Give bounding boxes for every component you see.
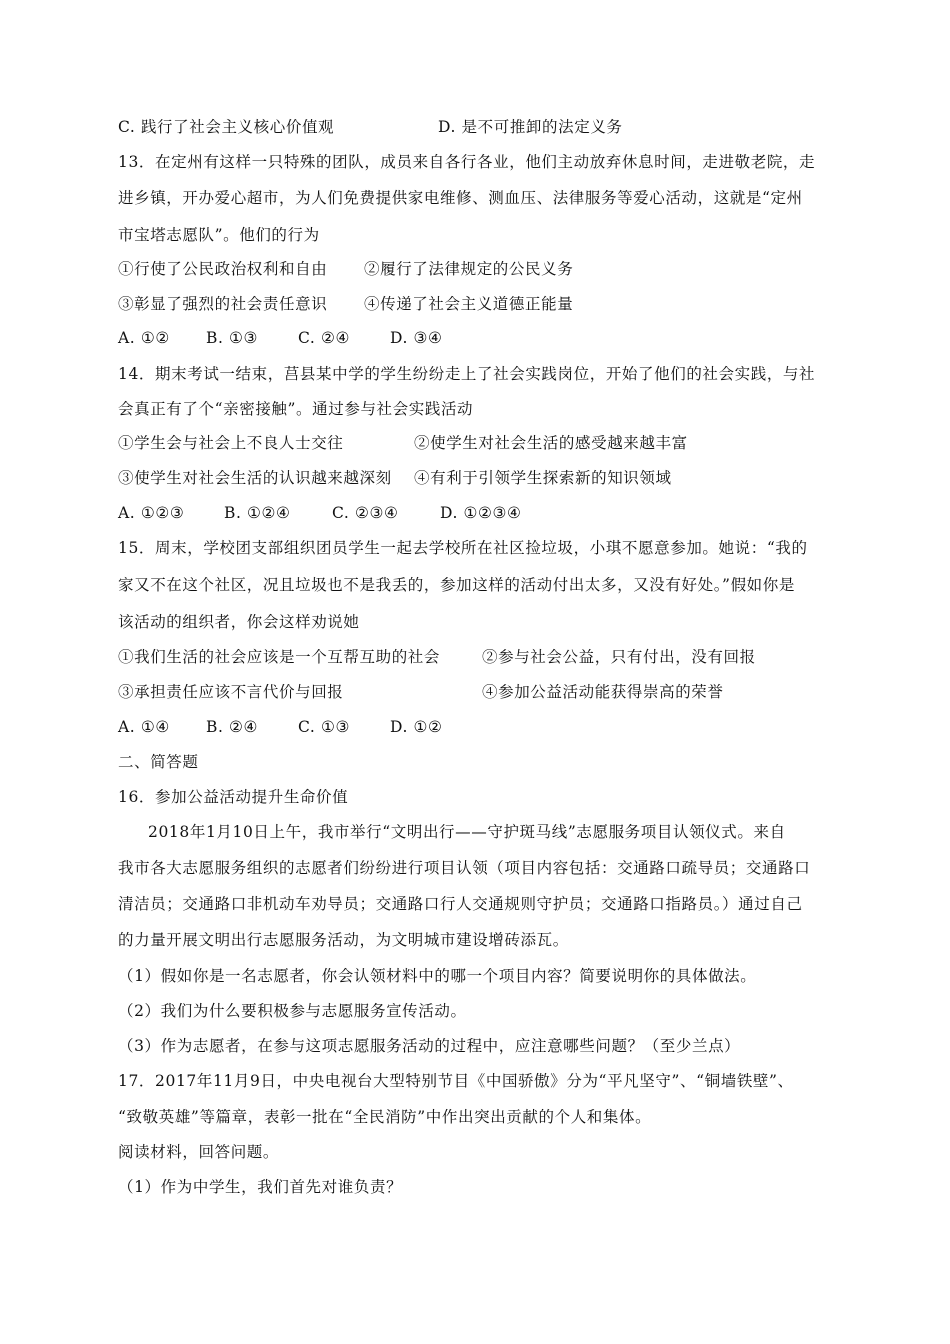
q15-item-4: ④参加公益活动能获得崇高的荣誉 (482, 683, 724, 701)
q15-choice-a: A. ①④ (118, 718, 170, 736)
q15-item-3: ③承担责任应该不言代价与回报 (118, 683, 344, 701)
q14-choices (118, 503, 522, 523)
q13-item-1: ①行使了公民政治权利和自由 (118, 260, 328, 278)
q13-item-2: ②履行了法律规定的公民义务 (364, 260, 574, 278)
q15-items-row-1 (118, 647, 756, 667)
q17-stem-line-1: 17．2017年11月9日，中央电视台大型特别节目《中国骄傲》分为“平凡坚守”、“铜墙铁壁”、 (118, 1072, 794, 1090)
q16-paragraph-line-1: 2018年1月10日上午，我市举行“文明出行——守护斑马线”志愿服务项目认领仪式。来自 (148, 823, 786, 841)
q15-stem-line-2: 家又不在这个社区，况且垃圾也不是我丢的，参加这样的活动付出太多，又没有好处。”假如你是 (118, 576, 795, 594)
q15-choice-c: C. ①③ (298, 718, 350, 736)
q15-stem-line-3: 该活动的组织者，你会这样劝说她 (118, 613, 360, 631)
q14-choice-b: B. ①②④ (224, 504, 291, 522)
q13-item-4: ④传递了社会主义道德正能量 (364, 295, 574, 313)
q14-item-3: ③使学生对社会生活的认识越来越深刻 (118, 469, 392, 487)
q13-items-row-1 (118, 259, 574, 279)
q15-choice-b: B. ②④ (206, 718, 259, 736)
q15-items-row-2 (118, 682, 724, 702)
q14-stem-line-2: 会真正有了个“亲密接触”。通过参与社会实践活动 (118, 400, 474, 418)
q16-paragraph-line-4: 的力量开展文明出行志愿服务活动，为文明城市建设增砖添瓦。 (118, 931, 569, 949)
q13-stem-line-2: 进乡镇，开办爱心超市，为人们免费提供家电维修、测血压、法律服务等爱心活动，这就是“定州 (118, 189, 803, 207)
q15-item-1: ①我们生活的社会应该是一个互帮互助的社会 (118, 648, 441, 666)
q13-item-3: ③彰显了强烈的社会责任意识 (118, 295, 328, 313)
q15-choices (118, 717, 443, 737)
q13-stem-line-3: 市宝塔志愿队”。他们的行为 (118, 226, 320, 244)
section-heading: 二、简答题 (118, 753, 199, 771)
q12-option-c: C. 践行了社会主义核心价值观 (118, 118, 335, 136)
q14-choice-d: D. ①②③④ (440, 504, 522, 522)
q16-title: 16．参加公益活动提升生命价值 (118, 788, 349, 806)
q16-subquestion-3: （3）作为志愿者，在参与这项志愿服务活动的过程中，应注意哪些问题？（至少兰点） (118, 1037, 741, 1055)
q16-paragraph-line-2: 我市各大志愿服务组织的志愿者们纷纷进行项目认领（项目内容包括：交通路口疏导员；交通路口 (118, 859, 811, 877)
q13-choices (118, 328, 443, 348)
q14-choice-a: A. ①②③ (118, 504, 185, 522)
q13-items-row-2 (118, 294, 574, 314)
q13-choice-d: D. ③④ (390, 329, 443, 347)
q13-stem-line-1: 13．在定州有这样一只特殊的团队，成员来自各行各业，他们主动放弃休息时间，走进敬老院，走 (118, 153, 816, 171)
q13-choice-a: A. ①② (118, 329, 170, 347)
q14-item-1: ①学生会与社会上不良人士交往 (118, 434, 344, 452)
q12-option-d: D. 是不可推卸的法定义务 (438, 118, 623, 136)
q13-choice-b: B. ①③ (206, 329, 259, 347)
q14-stem-line-1: 14．期末考试一结束，莒县某中学的学生纷纷走上了社会实践岗位，开始了他们的社会实践，与社 (118, 365, 816, 383)
q16-subquestion-1: （1）假如你是一名志愿者，你会认领材料中的哪一个项目内容？简要说明你的具体做法。 (118, 967, 757, 985)
q15-item-2: ②参与社会公益，只有付出，没有回报 (482, 648, 756, 666)
q14-choice-c: C. ②③④ (332, 504, 399, 522)
q15-stem-line-1: 15．周末，学校团支部组织团员学生一起去学校所在社区捡垃圾，小琪不愿意参加。她说：“我的 (118, 539, 808, 557)
q13-choice-c: C. ②④ (298, 329, 350, 347)
q17-subquestion-1: （1）作为中学生，我们首先对谁负责？ (118, 1178, 403, 1196)
q14-items-row-1 (118, 433, 688, 453)
q16-subquestion-2: （2）我们为什么要积极参与志愿服务宣传活动。 (118, 1002, 467, 1020)
q14-item-2: ②使学生对社会生活的感受越来越丰富 (414, 434, 688, 452)
q16-paragraph-line-3: 清洁员；交通路口非机动车劝导员；交通路口行人交通规则守护员；交通路口指路员。）通过自己 (118, 895, 803, 913)
q15-choice-d: D. ①② (390, 718, 443, 736)
q17-instruction: 阅读材料，回答问题。 (118, 1143, 280, 1161)
q17-stem-line-2: “致敬英雄”等篇章，表彰一批在“全民消防”中作出突出贡献的个人和集体。 (118, 1108, 652, 1126)
q12-options-row (118, 117, 623, 137)
q14-items-row-2 (118, 468, 672, 488)
q14-item-4: ④有利于引领学生探索新的知识领域 (414, 469, 672, 487)
